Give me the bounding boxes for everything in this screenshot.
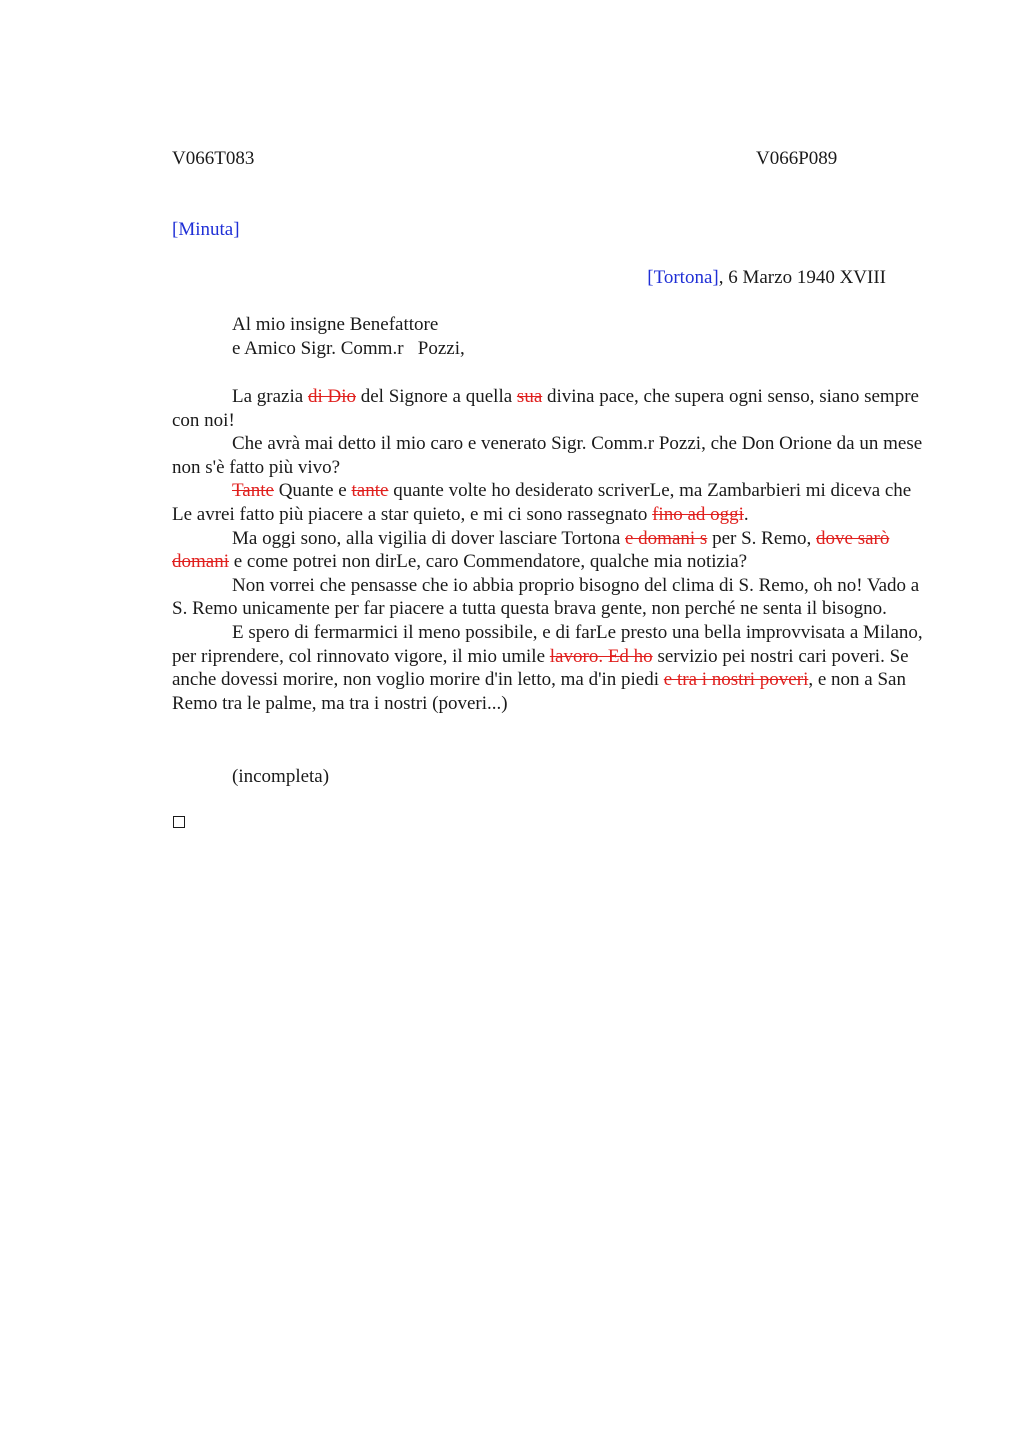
paragraph-text: divina pace, che supera ogni senso, siano sempre con noi! (172, 386, 919, 431)
paragraph-text: Quante e (273, 480, 352, 502)
deleted-text: di Dio (307, 386, 356, 407)
deleted-text: fino ad oggi (652, 503, 744, 525)
letter-paragraph (172, 479, 932, 526)
salutation-line-1: Al mio insigne Benefattore (232, 314, 439, 335)
square-outline-icon (173, 816, 185, 828)
salutation-line-2: e Amico Sigr. Comm.r Pozzi, (232, 338, 465, 359)
paragraph-text: E spero di fermarmici il meno possibile, e di farLe presto una bella improvvisata a Milano, per riprendere, col rinnovato vigore, il mio umile (172, 621, 923, 667)
document-code-right: V066P089 (756, 148, 838, 169)
deleted-text: sua (516, 386, 543, 407)
paragraph-text: . (743, 503, 749, 525)
letter-paragraph (172, 527, 932, 574)
closing-note: (incompleta) (232, 766, 330, 787)
deleted-text: dove sarò domani (172, 527, 890, 573)
paragraph-text: quante volte ho desiderato scriverLe, ma Zambarbieri mi diceva che Le avrei fatto più piacere a star quieto, e mi ci sono rassegnato (172, 480, 912, 525)
letter-body (172, 385, 932, 715)
deleted-text: tante (351, 480, 389, 502)
letter-paragraph (172, 385, 932, 432)
paragraph-text: Ma oggi sono, alla vigilia di dover lasciare Tortona (232, 527, 625, 549)
document-code-left: V066T083 (172, 148, 255, 169)
deleted-text: e domani s (625, 527, 708, 549)
paragraph-text: e come potrei non dirLe, caro Commendatore, qualche mia notizia? (229, 551, 748, 573)
dateline-date: , 6 Marzo 1940 XVIII (718, 267, 886, 288)
dateline (647, 266, 886, 290)
paragraph-text: Non vorrei che pensasse che io abbia proprio bisogno del clima di S. Remo, oh no! Vado a S. Remo unicamente per far piacere a tutta questa brava gente, non perché ne senta il bisogno. (172, 574, 920, 620)
minuta-label: [Minuta] (172, 219, 240, 240)
paragraph-text: Che avrà mai detto il mio caro e venerato Sigr. Comm.r Pozzi, che Don Orione da un mese non s'è fatto più vivo? (172, 433, 923, 478)
deleted-text: e tra i nostri poveri (663, 669, 809, 691)
letter-paragraph (172, 574, 932, 621)
paragraph-text: servizio pei nostri cari poveri. Se anche dovessi morire, non voglio morire d'in letto, ma d'in piedi (172, 645, 909, 691)
deleted-text: lavoro. Ed ho (549, 645, 653, 667)
paragraph-text: La grazia (232, 386, 308, 407)
paragraph-text: del Signore a quella (355, 386, 517, 407)
letter-paragraph (172, 432, 932, 479)
dateline-place: [Tortona] (647, 267, 719, 288)
letter-paragraph (172, 621, 932, 715)
paragraph-text: per S. Remo, (707, 527, 817, 549)
paragraph-text: , e non a San Remo tra le palme, ma tra i nostri (poveri...) (172, 669, 906, 714)
deleted-text: Tante (232, 480, 274, 502)
